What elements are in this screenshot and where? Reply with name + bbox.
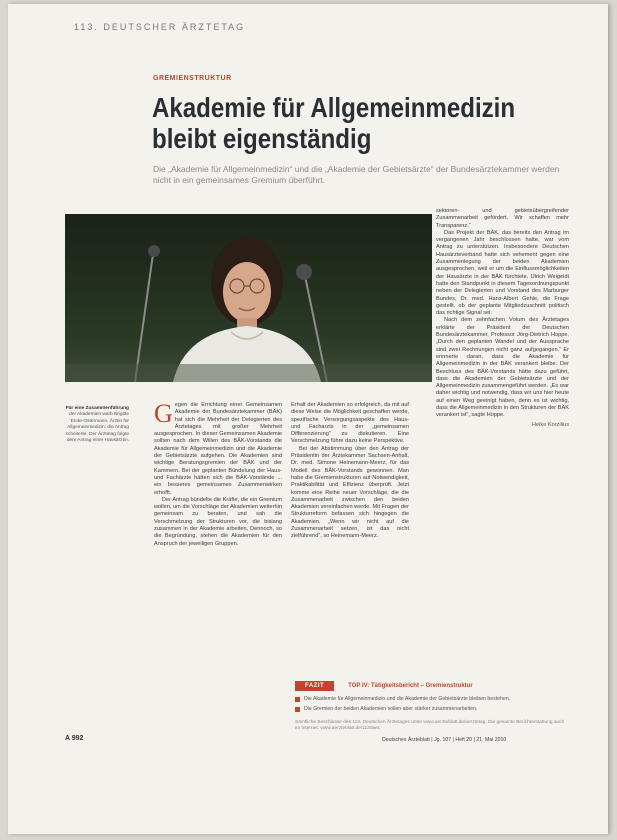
- paragraph: Erhalt der Akademien so erfolgreich, da mit auf diese Weise die Möglichkeit geschaffen werde, spezifische Versorgungsaspekte des Haus- und Facharzts in der „gemeinsamen Differenzierung“ zu diskutieren. Eine Verschmelzung führe dazu keine Perspektive.: [291, 402, 409, 445]
- fact-item: [295, 706, 570, 712]
- running-head: 113. DEUTSCHER ÄRZTETAG: [74, 22, 246, 32]
- article-column-2: [291, 402, 409, 541]
- paragraph: Das Projekt der BÄK, das bereits den Antrag im vergangenen Jahr beschlossen hatte, war vom Antrag zu unterstützen. Insbesondere Deutschen Hausärzteverband hatte sich vehement gegen eine Zusammenlegung der beiden Akademien ausgesprochen, weil er um die Einflussmöglichkeiten der Hausärzte in der BÄK fürchtete. Ulrich Weigeldt hatte den Standpunkt in diesem Tagesordnungspunkt neben der Delegierten und Vorstand des Marburger Bundes, Dr. med. Hans-Albert Gehle, die Frage gestellt, ob der geplante Mitgliedzuschnitt politisch das richtige Signal sei.: [436, 229, 569, 317]
- fact-note: Sämtliche Beschlüsse des 113. Deutschen Ärztetages unter www.aerzteblatt.de/aerztetag. Die gesamte Berichterstattung auch im Internet: www.aerzteblatt.de/113daet.: [295, 720, 565, 732]
- paragraph: Der Antrag bündelte die Kräfte, die ein Gremium wollen, um die Vorschläge der Akademien weiterhin gemeinsam zu beraten, und sah die Verschmelzung der Strukturen vor, die bislang zusammen in der Akademie arbeiten. Dennoch, so die Begründung, stehen die Akademien für den Anspruch der jeweiligen Gruppen.: [154, 496, 282, 547]
- fact-item: [295, 696, 570, 702]
- magazine-page: [8, 4, 608, 834]
- speaker-photo-illustration: [65, 214, 432, 382]
- bullet-icon: [295, 697, 300, 702]
- fact-tag: FAZIT: [295, 681, 334, 691]
- paragraph: sektoren- und gebietsübergreifender Zusammenarbeit gefördert. Wir schaffen mehr Transparenz.“: [436, 208, 569, 229]
- caption-text: der Akademien warb Brigitte Ende-Ostermann, Ärztin für Allgemeinmedizin; die Antrag scheiterte. Der Ärztetag folgte dem Antrag einer Hausärztin.: [65, 412, 129, 444]
- photo-caption: [65, 406, 129, 444]
- paragraph: Bei der Abstimmung über den Antrag der Präsidentin der Ärztekammer Sachsen-Anhalt, Dr. med. Simone Heinemann-Meerz, für das Modell des BÄK-Vorstands gewonnen. Man habe die Gremienstrukturen auf Notwendigkeit, Praktikabilität und Effizienz überprüft. Jetzt komme eine Reihe neuer Vorschläge, die die Zusammenarbeit zwischen den beiden Akademien vereinfachen werde. Mit Fragen der Strukturreform befassen sich hingegen die Akademien. „Wenn wir nicht auf die Zusammenarbeit setzen, ist das nicht zielführend“, so Heinemann-Meerz.: [291, 445, 409, 540]
- fact-title: TOP IV: Tätigkeitsbericht – Gremienstruktur: [348, 683, 473, 689]
- journal-footer: Deutsches Ärzteblatt | Jg. 107 | Heft 20 | 21. Mai 2010: [382, 737, 507, 743]
- drop-cap: G: [154, 399, 173, 428]
- paragraph: egen die Errichtung einer Gemeinsamen Akademie der Bundesärztekammer (BÄK) hat sich die Mehrheit der Delegierten des Ärztetages mit großer Mehrheit ausgesprochen. In dieser Gemeinsamen Akademie sollten nach dem Willen des BÄK-Vorstands die Akademie für Allgemeinmedizin und die Akademie der Gebietsärzte aufgehen. Die Akademien sind wichtige Beratungsgremien der BÄK und der Kammern. Bei der geplanten Bündelung der Haus- und Fachärzte hätten sich die BÄK-Vorstände ... ein besseres gemeinsames Zusammenwirken erhofft.: [154, 402, 282, 496]
- kicker: GREMIENSTRUKTUR: [153, 75, 232, 82]
- standfirst: Die „Akademie für Allgemeinmedizin“ und die „Akademie der Gebietsärzte“ der Bundesärztekammer werden nicht in ein gemeinsames Gremium überführt.: [153, 164, 560, 185]
- fact-box-header: [295, 680, 570, 692]
- fact-box: [295, 680, 570, 732]
- speaker-photo: [65, 214, 432, 382]
- headline: Akademie für Allgemeinmedizin bleibt eigenständig: [152, 92, 516, 154]
- fact-item-text: Die Akademie für Allgemeinmedizin und die Akademie der Gebietsärzte bleiben bestehen.: [304, 696, 511, 702]
- author-byline: Heike Korzilius: [532, 421, 569, 428]
- caption-lead: Für eine Zusammenführung: [65, 406, 129, 411]
- fact-item-text: Die Gremien der beiden Akademien sollen aber stärker zusammenarbeiten.: [304, 706, 478, 712]
- page-number: A 992: [65, 735, 84, 742]
- article-column-3: [436, 208, 569, 429]
- bullet-icon: [295, 707, 300, 712]
- article-column-1: [154, 399, 282, 548]
- paragraph: Nach dem zehnfachen Votum des Ärztetages erklärte der Präsident der Deutschen Bundesärztekammer, Professor Jörg-Dietrich Hoppe, „Durch den geplanten Wandel und der Aussprache sind zwei Rechnungen nicht ganz aufgegangen.“ Er erinnerte daran, dass die Akademie für Allgemeinmedizin in der BÄK verankert bleibe. Der Beschluss des BÄK-Vorstands hätte dazu geführt, dass die Akademien der Gebietsärzte und der Allgemeinmedizin zusammengeführt werden. „Es war daher wichtig und notwendig, dass wir uns hier heute auf einen Weg geeinigt haben, denn es ist wichtig, dass die Allgemeinmedizin in den Strukturen der BÄK verankert ist“, sagte Hoppe.: [436, 317, 569, 419]
